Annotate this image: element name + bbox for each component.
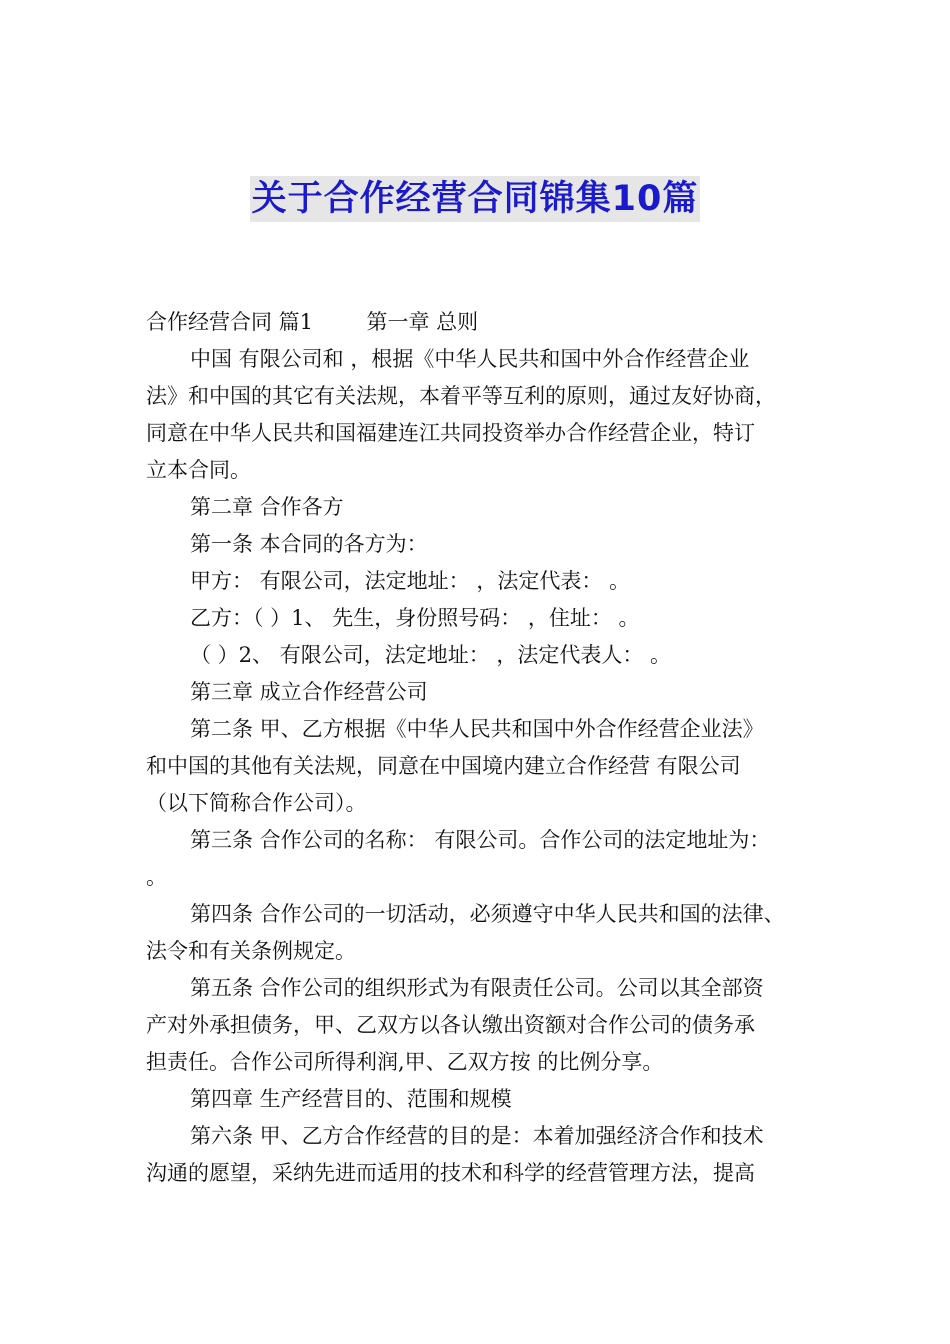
body-line: （ ）2、 有限公司，法定地址： ，法定代表人： 。 xyxy=(190,643,672,667)
body-line: 。 xyxy=(146,865,167,889)
body-line: 中国 有限公司和 ，根据《中华人民共和国中外合作经营企业 xyxy=(190,347,750,371)
document-title: 关于合作经营合同锦集10篇 xyxy=(250,176,701,222)
body-line: 担责任。合作公司所得利润,甲、乙双方按 的比例分享。 xyxy=(146,1050,664,1074)
body-line: 第一条 本合同的各方为： xyxy=(190,532,428,556)
body-line: 法》和中国的其它有关法规，本着平等互利的原则，通过友好协商， xyxy=(146,384,776,408)
body-line: 第二条 甲、乙方根据《中华人民共和国中外合作经营企业法》 xyxy=(190,717,764,741)
chapter-heading: 第四章 生产经营目的、范围和规模 xyxy=(190,1087,512,1111)
body-line: （以下简称合作公司）。 xyxy=(146,791,367,815)
body-line: 同意在中华人民共和国福建连江共同投资举办合作经营企业，特订 xyxy=(146,421,755,445)
body-line: 第五条 合作公司的组织形式为有限责任公司。公司以其全部资 xyxy=(190,976,764,1000)
title-container xyxy=(0,176,950,222)
body-line: 甲方： 有限公司，法定地址： ，法定代表： 。 xyxy=(190,569,631,593)
body-line: 法令和有关条例规定。 xyxy=(146,939,356,963)
chapter-heading: 第二章 合作各方 xyxy=(190,495,344,519)
body-line: 第六条 甲、乙方合作经营的目的是：本着加强经济合作和技术 xyxy=(190,1124,764,1148)
body-line: 沟通的愿望，采纳先进而适用的技术和科学的经营管理方法，提高 xyxy=(146,1161,755,1185)
body-line: 乙方：（ ）1、 先生，身份照号码： ，住址： 。 xyxy=(190,606,640,630)
chapter-heading: 第三章 成立合作经营公司 xyxy=(190,680,428,704)
body-line: 第三条 合作公司的名称： 有限公司。合作公司的法定地址为： xyxy=(190,828,771,852)
document-body xyxy=(146,304,826,1192)
body-line: 产对外承担债务，甲、乙双方以各认缴出资额对合作公司的债务承 xyxy=(146,1013,755,1037)
body-line: 立本合同。 xyxy=(146,458,251,482)
body-line: 和中国的其他有关法规，同意在中国境内建立合作经营 有限公司 xyxy=(146,754,741,778)
body-line: 第四条 合作公司的一切活动，必须遵守中华人民共和国的法律、 xyxy=(190,902,785,926)
body-line: 合作经营合同 篇1 第一章 总则 xyxy=(146,310,479,334)
